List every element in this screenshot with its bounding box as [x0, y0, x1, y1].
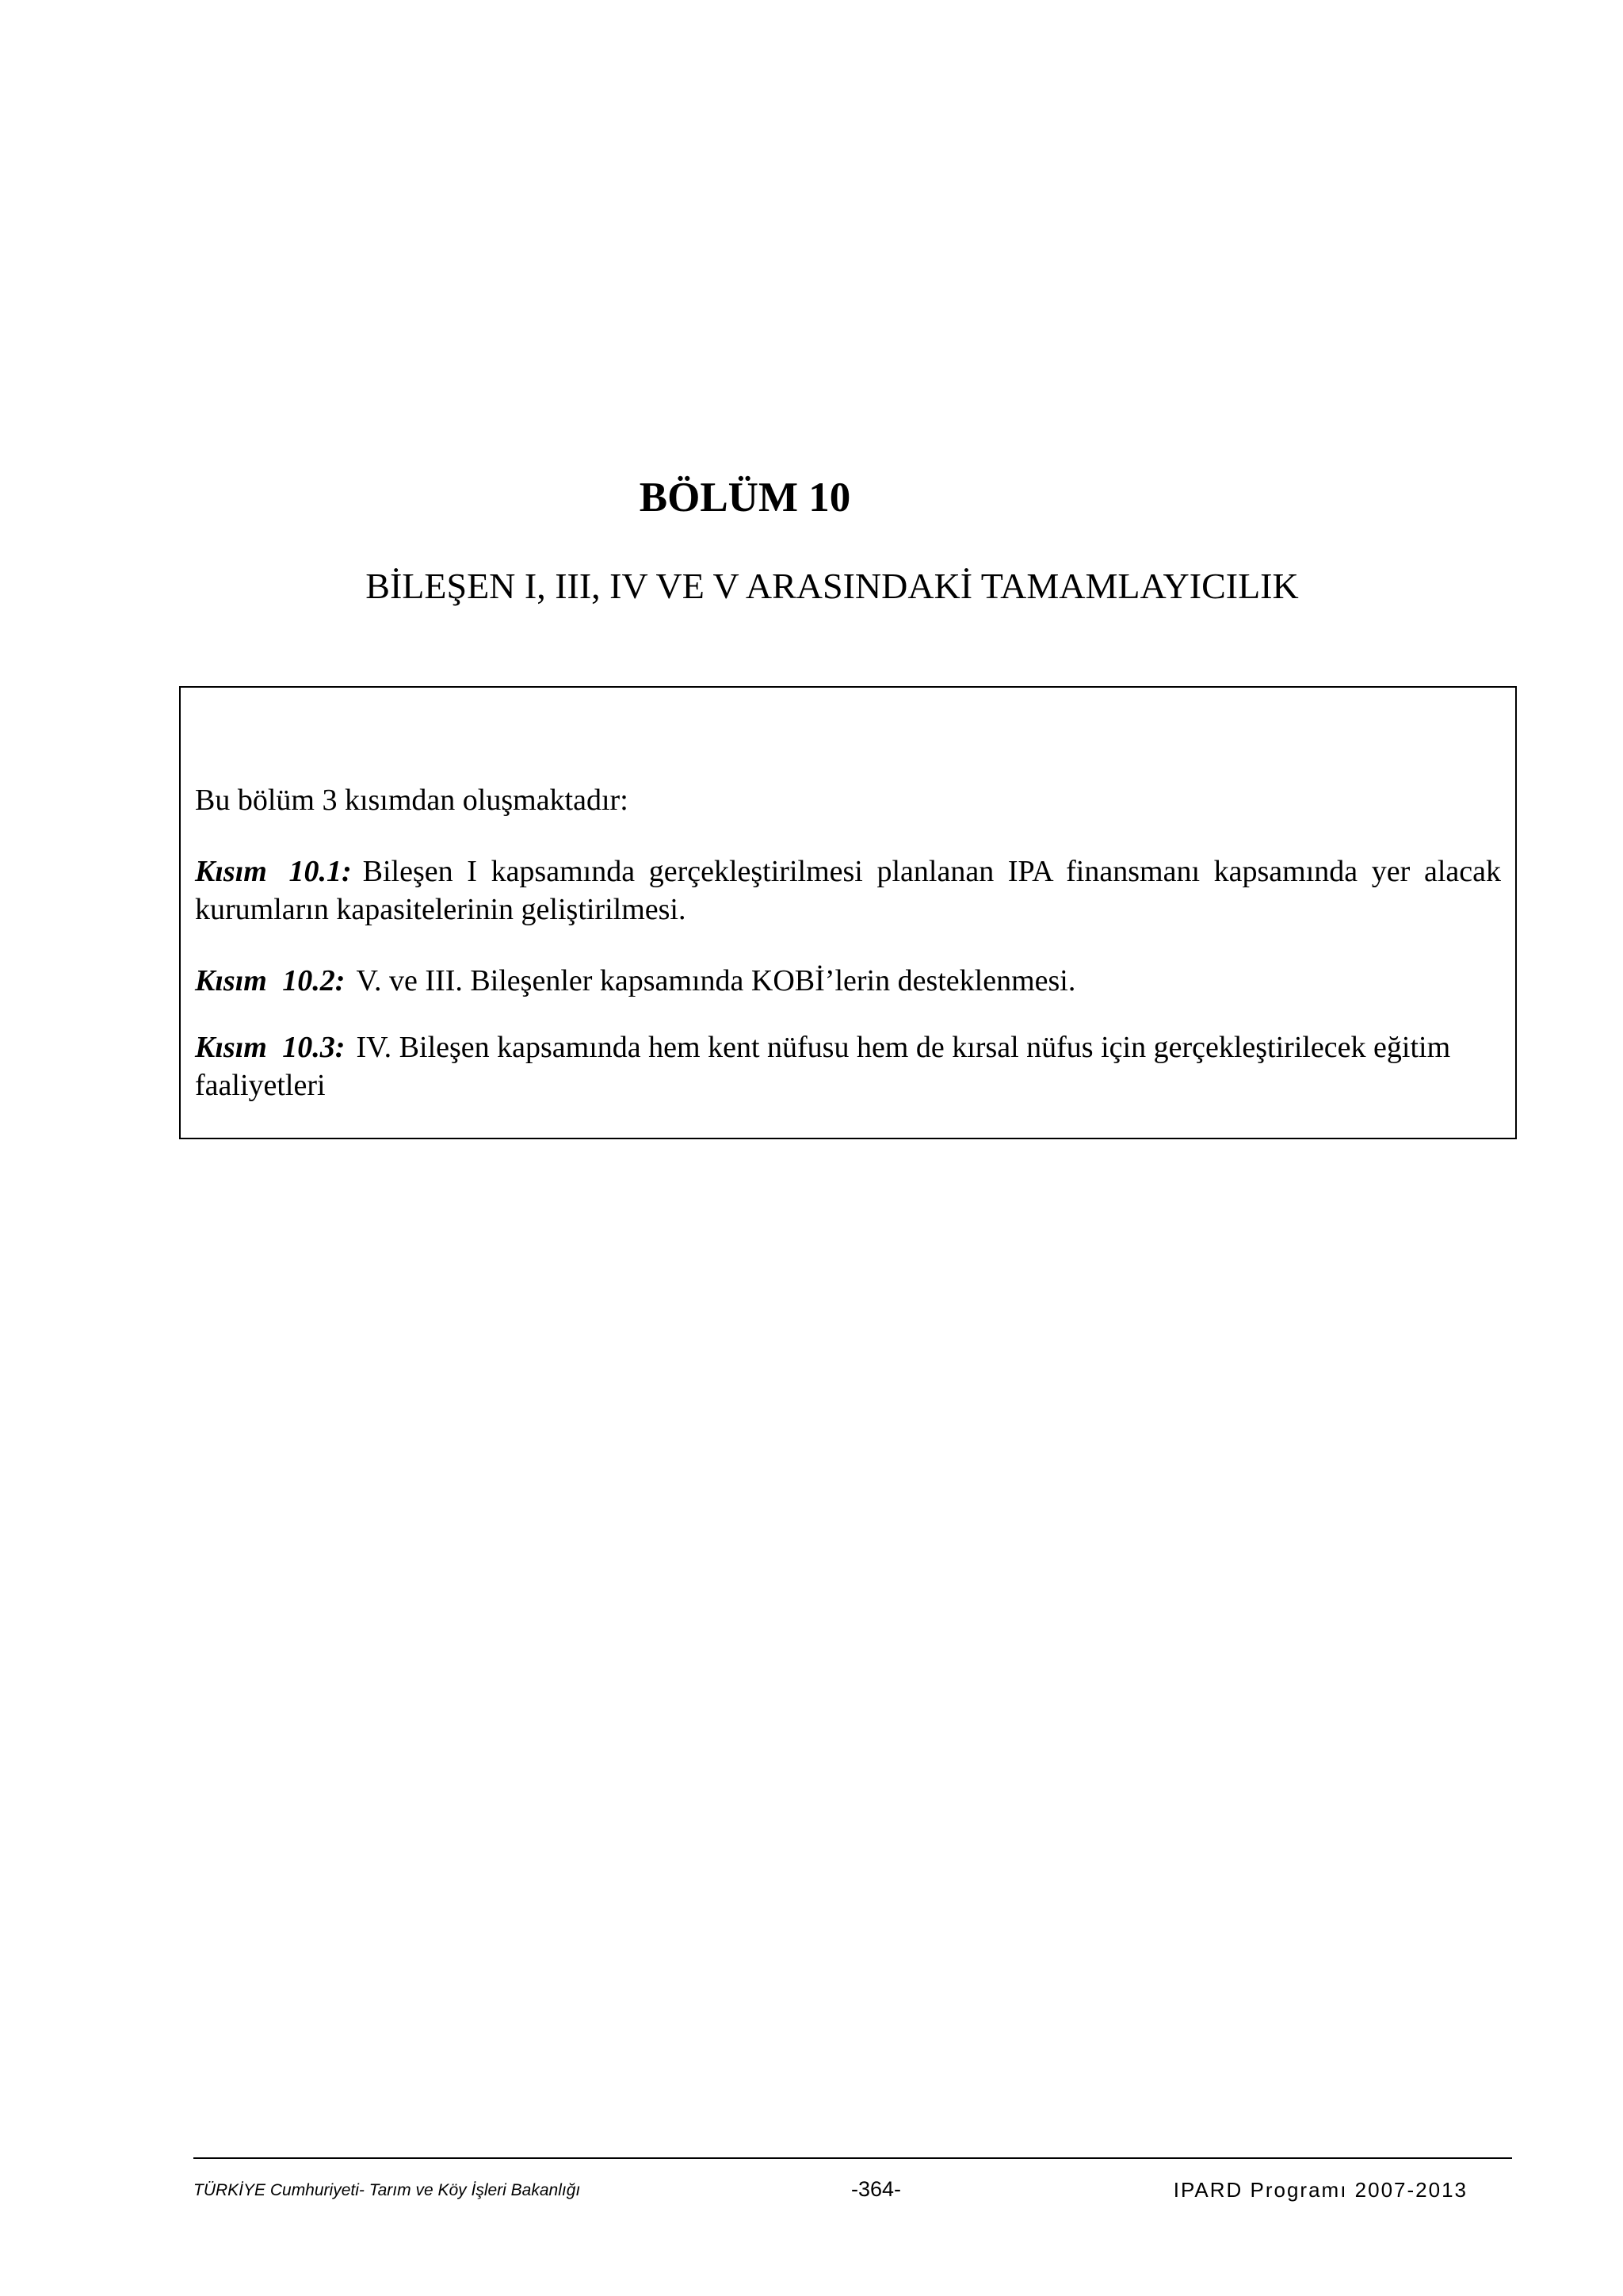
part-text: Bileşen I kapsamında gerçekleştirilmesi planlanan IPA finansmanı kapsamında yer alacak kurumların kapasitelerinin geliştirilmesi.: [195, 855, 1501, 926]
footer-divider: [193, 2157, 1512, 2159]
part-label: Kısım 10.1:: [195, 855, 352, 888]
chapter-title: BÖLÜM 10: [639, 475, 851, 521]
summary-intro: Bu bölüm 3 kısımdan oluşmaktadır:: [195, 784, 628, 817]
part-text: IV. Bileşen kapsamında hem kent nüfusu hem de kırsal nüfus için gerçekleştirilecek eğitim faaliyetleri: [195, 1031, 1451, 1102]
chapter-subtitle: BİLEŞEN I, III, IV VE V ARASINDAKİ TAMAMLAYICILIK: [365, 566, 1299, 606]
footer-ministry: TÜRKİYE Cumhuriyeti- Tarım ve Köy İşleri Bakanlığı: [193, 2181, 581, 2199]
page-number: -364-: [851, 2177, 902, 2201]
summary-part-10-1: [195, 852, 1501, 929]
part-label: Kısım 10.2:: [195, 964, 346, 997]
summary-part-10-3: [195, 1028, 1501, 1104]
part-text: V. ve III. Bileşenler kapsamında KOBİ’lerin desteklenmesi.: [356, 964, 1076, 997]
chapter-summary-box: [179, 686, 1517, 1139]
footer-program: IPARD Programı 2007-2013: [1173, 2178, 1468, 2202]
summary-part-10-2: [195, 962, 1501, 1000]
part-label: Kısım 10.3:: [195, 1031, 346, 1064]
